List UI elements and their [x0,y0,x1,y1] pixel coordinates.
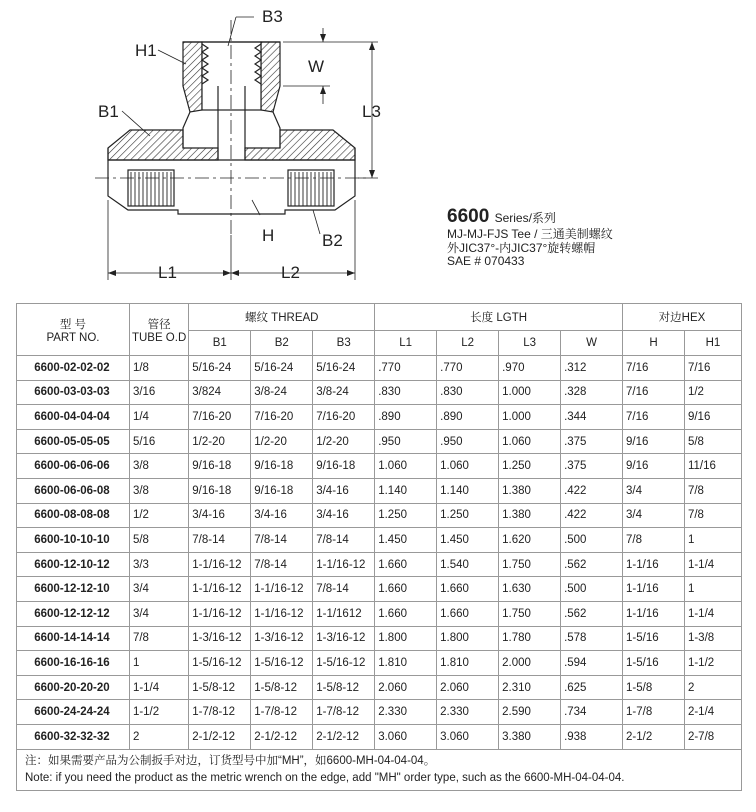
header-l3: L3 [499,331,561,356]
table-cell: 1 [684,577,741,602]
table-cell: 2-7/8 [684,724,741,749]
table-cell: 1.380 [499,503,561,528]
table-cell: 7/16-20 [313,405,375,430]
header-h: H [623,331,685,356]
label-l2: L2 [281,263,300,282]
spec-table [16,303,742,791]
table-cell: 7/8-14 [189,528,251,553]
label-b3: B3 [262,7,283,26]
table-cell: 5/8 [129,528,188,553]
table-cell: 1.660 [437,577,499,602]
table-cell: 3/8 [129,454,188,479]
table-cell: 1-3/16-12 [313,626,375,651]
table-row [17,429,742,454]
table-row [17,405,742,430]
table-cell: 1.000 [499,380,561,405]
table-cell: .625 [561,675,623,700]
header-l2: L2 [437,331,499,356]
table-cell: 3/8-24 [251,380,313,405]
table-cell: 7/16 [684,356,741,381]
table-cell: 5/16-24 [313,356,375,381]
table-cell: 1-3/8 [684,626,741,651]
series-info [447,206,613,269]
label-w: W [308,57,325,76]
table-cell: 1.060 [437,454,499,479]
table-cell: 1-1/16-12 [189,552,251,577]
table-cell: 7/8-14 [313,528,375,553]
table-cell: .422 [561,503,623,528]
table-row [17,626,742,651]
table-cell: 7/8-14 [251,528,313,553]
table-cell: 1/2-20 [189,429,251,454]
table-cell: 9/16 [684,405,741,430]
table-cell: 1-1/16-12 [251,577,313,602]
part-number-cell: 6600-12-10-12 [17,552,130,577]
table-cell: .970 [499,356,561,381]
table-cell: 1.250 [437,503,499,528]
series-title [447,206,613,228]
table-cell: 1.380 [499,478,561,503]
table-row [17,528,742,553]
table-cell: 1.660 [375,577,437,602]
table-cell: 1.540 [437,552,499,577]
table-cell: .422 [561,478,623,503]
table-row [17,577,742,602]
table-cell: 3/8 [129,478,188,503]
label-b2: B2 [322,231,343,250]
table-cell: 1-5/8 [623,675,685,700]
table-cell: 1.140 [375,478,437,503]
label-h: H [262,226,275,245]
table-cell: 1-1/2 [684,651,741,676]
part-number-cell: 6600-14-14-14 [17,626,130,651]
table-cell: 2-1/2-12 [251,724,313,749]
table-cell: 7/16 [623,405,685,430]
table-cell: 1-1/16-12 [189,601,251,626]
header-tube-od: 管径 TUBE O.D [129,304,188,356]
table-cell: 2.590 [499,700,561,725]
table-cell: 3/4-16 [313,478,375,503]
table-cell: 11/16 [684,454,741,479]
table-cell: 1.800 [375,626,437,651]
table-cell: 2 [684,675,741,700]
part-number-cell: 6600-06-06-06 [17,454,130,479]
table-cell: .375 [561,429,623,454]
table-cell: .344 [561,405,623,430]
table-cell: 9/16-18 [313,454,375,479]
table-cell: 3/4 [129,577,188,602]
header-b2: B2 [251,331,313,356]
part-number-cell: 6600-05-05-05 [17,429,130,454]
table-cell: 1.810 [375,651,437,676]
table-cell: 3.380 [499,724,561,749]
table-cell: 1-1/16 [623,552,685,577]
part-number-cell: 6600-10-10-10 [17,528,130,553]
part-number-cell: 6600-16-16-16 [17,651,130,676]
table-row [17,675,742,700]
table-cell: 1.800 [437,626,499,651]
table-cell: .328 [561,380,623,405]
table-cell: 3/4 [129,601,188,626]
table-cell: 7/16-20 [251,405,313,430]
table-cell: .562 [561,552,623,577]
part-number-cell: 6600-04-04-04 [17,405,130,430]
table-cell: 1-5/16 [623,626,685,651]
table-cell: 3/824 [189,380,251,405]
header-hex: 对边HEX [623,304,742,331]
table-cell: .830 [437,380,499,405]
table-cell: 7/16 [623,380,685,405]
table-cell: 1/8 [129,356,188,381]
label-h1: H1 [135,41,157,60]
table-cell: 2.060 [375,675,437,700]
table-cell: 3/4 [623,478,685,503]
table-cell: .734 [561,700,623,725]
table-note [17,749,742,790]
table-row [17,724,742,749]
table-cell: .500 [561,577,623,602]
table-cell: 1-7/8-12 [251,700,313,725]
table-row [17,503,742,528]
table-cell: 1-1/16 [623,601,685,626]
table-cell: 1.660 [437,601,499,626]
table-cell: 5/8 [684,429,741,454]
table-cell: 1-5/16-12 [313,651,375,676]
series-suffix: Series/系列 [494,211,556,225]
table-cell: 1/4 [129,405,188,430]
table-cell: 1.810 [437,651,499,676]
table-cell: 5/16 [129,429,188,454]
table-cell: .375 [561,454,623,479]
table-cell: 1-7/8 [623,700,685,725]
table-cell: .770 [437,356,499,381]
table-cell: 1-5/8-12 [313,675,375,700]
table-cell: 7/16-20 [189,405,251,430]
table-cell: 2.330 [375,700,437,725]
table-cell: 1-1/16-12 [189,577,251,602]
table-cell: 5/16-24 [189,356,251,381]
table-cell: 7/8-14 [313,577,375,602]
table-cell: 1.060 [499,429,561,454]
label-b1: B1 [98,102,119,121]
table-cell: 2.330 [437,700,499,725]
table-cell: 1 [684,528,741,553]
table-cell: 1.660 [375,552,437,577]
table-cell: 1-5/8-12 [251,675,313,700]
table-cell: 1-1/16-12 [313,552,375,577]
table-cell: 3/4-16 [313,503,375,528]
table-cell: 3/8-24 [313,380,375,405]
table-cell: 1.450 [375,528,437,553]
table-cell: 2-1/2-12 [189,724,251,749]
part-number-cell: 6600-32-32-32 [17,724,130,749]
table-cell: 7/8-14 [251,552,313,577]
table-cell: .938 [561,724,623,749]
table-cell: 1.000 [499,405,561,430]
table-cell: 1-5/16 [623,651,685,676]
part-number-cell: 6600-02-02-02 [17,356,130,381]
table-cell: 1.750 [499,552,561,577]
table-cell: 1-3/16-12 [251,626,313,651]
table-row [17,478,742,503]
table-cell: 1-5/8-12 [189,675,251,700]
series-desc-line1: MJ-MJ-FJS Tee / 三通美制螺纹 [447,226,613,241]
table-cell: 2.060 [437,675,499,700]
note-cn: 注：如果需要产品为公制扳手对边，订货型号中加“MH”，如6600-MH-04-04-04。 [25,754,436,767]
header-h1: H1 [684,331,741,356]
table-cell: 3/3 [129,552,188,577]
table-cell: .950 [437,429,499,454]
header-b3: B3 [313,331,375,356]
table-cell: 1/2 [129,503,188,528]
table-cell: 1.660 [375,601,437,626]
header-w: W [561,331,623,356]
table-cell: 1 [129,651,188,676]
table-row [17,601,742,626]
header-part-no: 型 号 PART NO. [17,304,130,356]
table-cell: 1.780 [499,626,561,651]
table-cell: 1-7/8-12 [189,700,251,725]
table-cell: 1.060 [375,454,437,479]
table-cell: .830 [375,380,437,405]
table-cell: 1-1/4 [684,552,741,577]
table-cell: 3.060 [375,724,437,749]
part-number-cell: 6600-12-12-12 [17,601,130,626]
table-row [17,651,742,676]
header-b1: B1 [189,331,251,356]
table-cell: .890 [375,405,437,430]
table-cell: 9/16-18 [251,454,313,479]
table-cell: 5/16-24 [251,356,313,381]
table-cell: 2-1/2-12 [313,724,375,749]
table-cell: .594 [561,651,623,676]
table-cell: 1.250 [375,503,437,528]
table-cell: .950 [375,429,437,454]
series-desc-line3: SAE # 070433 [447,254,525,269]
note-en: Note: if you need the product as the metric wrench on the edge, add "MH" order type, such as the 6600-MH-04-04-04. [25,771,625,784]
table-cell: 1-1/1612 [313,601,375,626]
series-desc-line2: 外JIC37°-内JIC37°旋转螺帽 [447,240,596,255]
table-cell: 7/8 [129,626,188,651]
table-cell: 1.450 [437,528,499,553]
table-cell: 1-1/16-12 [251,601,313,626]
part-number-cell: 6600-12-12-10 [17,577,130,602]
table-cell: 7/16 [623,356,685,381]
table-cell: .500 [561,528,623,553]
part-number-cell: 6600-03-03-03 [17,380,130,405]
table-cell: 1/2 [684,380,741,405]
series-number: 6600 [447,206,490,227]
table-row [17,552,742,577]
table-cell: 3/4-16 [189,503,251,528]
table-body [17,356,742,750]
table-cell: 1-1/4 [684,601,741,626]
table-cell: 1.620 [499,528,561,553]
part-number-cell: 6600-24-24-24 [17,700,130,725]
table-cell: 2-1/2 [623,724,685,749]
table-row [17,454,742,479]
header-thread: 螺纹 THREAD [189,304,375,331]
table-cell: 1-5/16-12 [189,651,251,676]
table-cell: 7/8 [684,478,741,503]
header-l1: L1 [375,331,437,356]
tee-fitting-drawing [0,0,756,300]
part-number-cell: 6600-08-08-08 [17,503,130,528]
table-cell: 1.630 [499,577,561,602]
table-cell: .770 [375,356,437,381]
table-cell: 9/16 [623,454,685,479]
table-cell: 7/8 [684,503,741,528]
label-l3: L3 [362,102,381,121]
table-cell: 1-1/4 [129,675,188,700]
table-cell: 1.750 [499,601,561,626]
table-cell: 1.140 [437,478,499,503]
header-lgth: 长度 LGTH [375,304,623,331]
table-cell: 1.250 [499,454,561,479]
table-cell: 9/16-18 [189,454,251,479]
table-cell: 3/4-16 [251,503,313,528]
table-cell: 2 [129,724,188,749]
label-l1: L1 [158,263,177,282]
table-cell: 3.060 [437,724,499,749]
table-cell: 7/8 [623,528,685,553]
table-cell: .312 [561,356,623,381]
table-cell: 2.000 [499,651,561,676]
table-row [17,380,742,405]
table-cell: 1-7/8-12 [313,700,375,725]
table-cell: 1/2-20 [313,429,375,454]
table-cell: 3/16 [129,380,188,405]
table-cell: 3/4 [623,503,685,528]
table-cell: 2-1/4 [684,700,741,725]
table-row [17,356,742,381]
table-cell: 1-1/2 [129,700,188,725]
table-cell: 1-5/16-12 [251,651,313,676]
part-number-cell: 6600-06-06-08 [17,478,130,503]
table-cell: 9/16-18 [251,478,313,503]
table-cell: .578 [561,626,623,651]
table-cell: 1-1/16 [623,577,685,602]
table-cell: .890 [437,405,499,430]
part-number-cell: 6600-20-20-20 [17,675,130,700]
table-cell: 1/2-20 [251,429,313,454]
table-cell: 9/16-18 [189,478,251,503]
table-row [17,700,742,725]
table-cell: 2.310 [499,675,561,700]
table-cell: .562 [561,601,623,626]
table-cell: 9/16 [623,429,685,454]
table-cell: 1-3/16-12 [189,626,251,651]
